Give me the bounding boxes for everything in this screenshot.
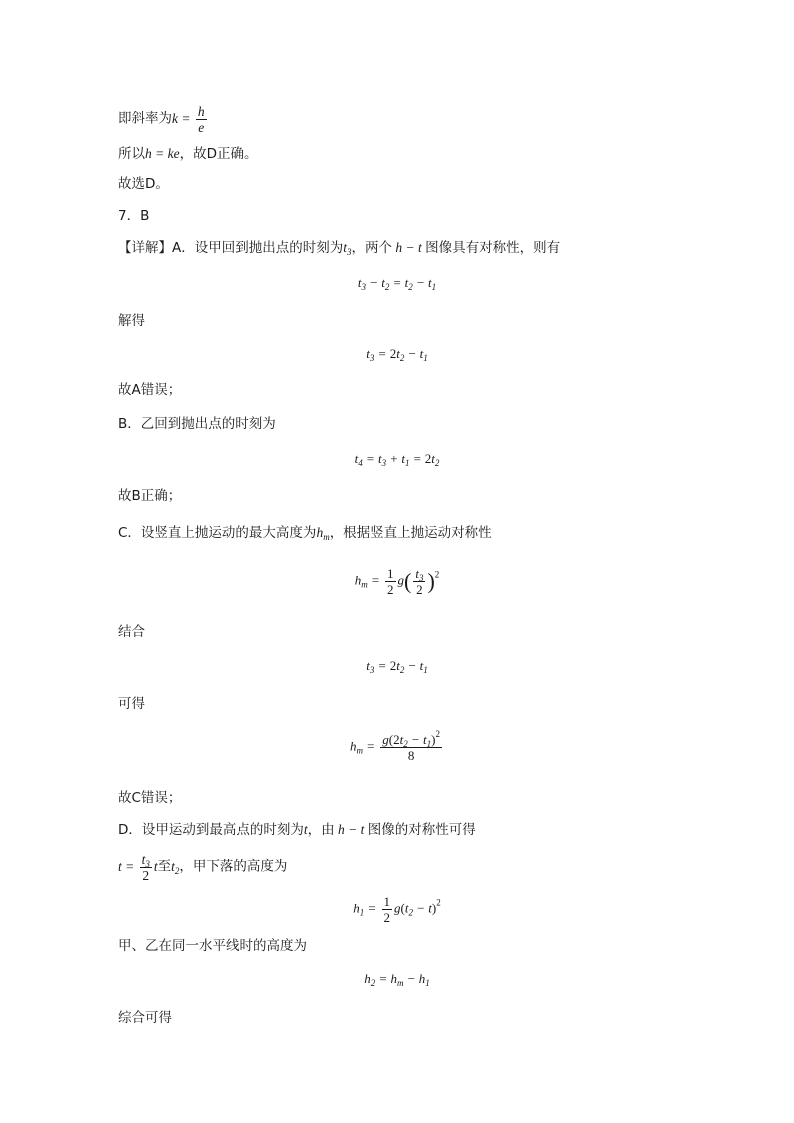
obtain-line: 可得 — [118, 696, 145, 712]
detail-a-text-3: 图像具有对称性，则有 — [425, 240, 561, 256]
h-t-symbol: h − t — [392, 240, 426, 255]
detail-a-text: 【详解】A．设甲回到抛出点的时刻为 — [118, 240, 344, 256]
so-prefix: 所以 — [118, 146, 145, 162]
equation-h1: $h_1$ = $\frac{1}{2}$ $g(t_2 - t)^2$ — [353, 894, 441, 925]
slope-formula: k = $\frac{h}{e}$ — [172, 104, 205, 135]
d-text-2: ，由 — [307, 822, 335, 838]
equation-hm-final: $h_m$ = $\frac{g(2t_2 - t_1)^2}{8}$ — [350, 729, 440, 763]
detail-a-line — [118, 238, 560, 258]
question-7-answer: 7．B — [118, 208, 150, 224]
b-right-line: 故B正确； — [118, 488, 182, 504]
a-wrong-line: 故A错误； — [118, 382, 182, 398]
combine-obtain-line: 综合可得 — [118, 1010, 172, 1026]
c-wrong-line: 故C错误； — [118, 790, 182, 806]
d-text-3: 图像的对称性可得 — [367, 822, 476, 838]
combine-line: 结合 — [118, 624, 145, 640]
d-range-text-2: ，甲下落的高度为 — [179, 858, 288, 875]
h-t-symbol-2: h − t — [334, 822, 368, 837]
so-line — [118, 144, 258, 164]
b-line: B．乙回到抛出点的时刻为 — [118, 416, 276, 432]
h-ke-formula: h = ke — [145, 146, 180, 161]
so-suffix: ，故D正确。 — [179, 146, 258, 162]
d-line — [118, 820, 476, 840]
equation-hm-half: $h_m$ = $\frac{1}{2}$ g( $\frac{t_3}{2}$ )$^2$ — [354, 566, 440, 597]
equation-symmetry: $t_3 - t_2 = t_2 - t_1$ — [357, 275, 437, 292]
equation-t3-repeat: $t_3 = 2t_2 - t_1$ — [366, 658, 428, 675]
slope-line — [118, 104, 209, 135]
d-range-line — [118, 852, 287, 883]
d-range-text: 至 — [157, 858, 172, 875]
choose-line: 故选D。 — [118, 176, 169, 192]
equation-t4: $t_4 = t_3 + t_1 = 2t_2$ — [354, 451, 440, 468]
slope-prefix: 即斜率为 — [118, 110, 172, 127]
d-text: D．设甲运动到最高点的时刻为 — [118, 822, 304, 838]
hm-symbol: $h_m$ — [316, 525, 330, 542]
t-half-formula: t = $\frac{t_3}{2}$ t — [118, 852, 158, 883]
c-text: C．设竖直上抛运动的最大高度为 — [118, 525, 317, 541]
c-text-2: ，根据竖直上抛运动对称性 — [329, 525, 492, 541]
same-level-line: 甲、乙在同一水平线时的高度为 — [118, 938, 307, 954]
t3-symbol: $t_3$ — [343, 240, 352, 257]
equation-h2: $h_2 = h_m - h_1$ — [364, 971, 430, 988]
c-line — [118, 523, 492, 543]
t2-symbol: $t_2$ — [171, 858, 180, 876]
t-symbol: t — [303, 822, 308, 837]
equation-t3: $t_3 = 2t_2 - t_1$ — [366, 346, 428, 363]
solve-line: 解得 — [118, 313, 145, 329]
detail-a-text-2: ，两个 — [351, 240, 393, 256]
